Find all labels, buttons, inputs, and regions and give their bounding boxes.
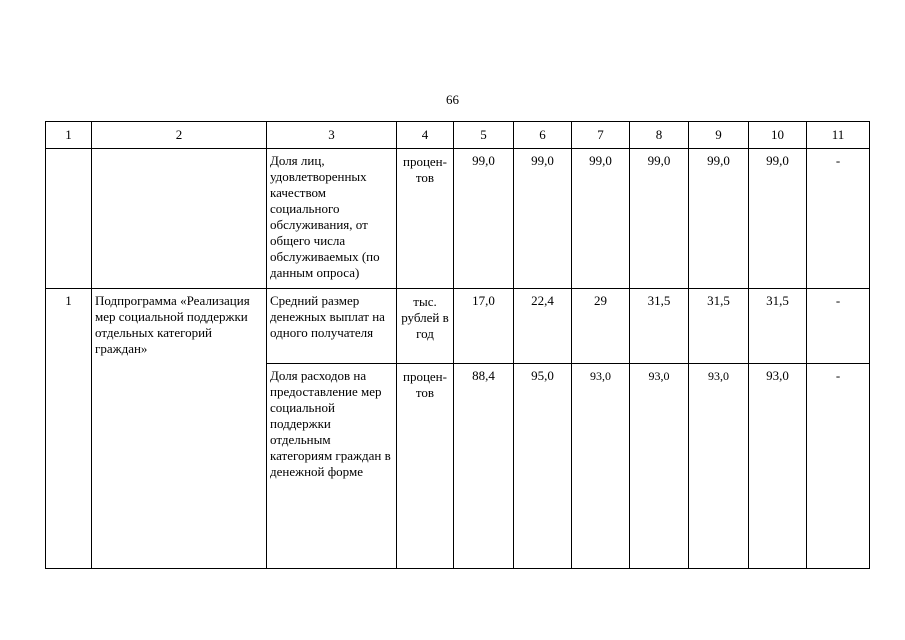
value-cell: 99,0 (689, 149, 749, 289)
value-cell: 17,0 (454, 289, 514, 364)
unit-cell: тыс. рублей в год (397, 289, 454, 364)
program-name: Подпрограмма «Реализация мер социальной поддержки отдельных категорий граждан» (92, 289, 267, 569)
header-cell-9: 9 (689, 122, 749, 149)
value-cell: 99,0 (749, 149, 807, 289)
header-cell-3: 3 (267, 122, 397, 149)
value-cell: 93,0 (630, 364, 689, 569)
table-row (46, 289, 870, 364)
row-number (46, 149, 92, 289)
unit-cell: процен-тов (397, 364, 454, 569)
header-cell-11: 11 (807, 122, 870, 149)
indicator-name: Доля расходов на предоставление мер социальной поддержки отдельным категориям граждан в денежной форме (267, 364, 397, 569)
value-cell: - (807, 289, 870, 364)
header-cell-1: 1 (46, 122, 92, 149)
value-cell: 31,5 (749, 289, 807, 364)
indicator-name: Доля лиц, удовлетворенных качеством социального обслуживания, от общего числа обслуживаемых (по данным опроса) (267, 149, 397, 289)
value-cell: 93,0 (572, 364, 630, 569)
header-cell-6: 6 (514, 122, 572, 149)
indicators-table (45, 121, 870, 569)
value-cell: 93,0 (749, 364, 807, 569)
header-cell-5: 5 (454, 122, 514, 149)
row-number: 1 (46, 289, 92, 569)
value-cell: - (807, 364, 870, 569)
header-cell-7: 7 (572, 122, 630, 149)
value-cell: 99,0 (514, 149, 572, 289)
value-cell: 93,0 (689, 364, 749, 569)
value-cell: 99,0 (572, 149, 630, 289)
header-cell-8: 8 (630, 122, 689, 149)
value-cell: 99,0 (454, 149, 514, 289)
value-cell: 95,0 (514, 364, 572, 569)
value-cell: - (807, 149, 870, 289)
header-cell-2: 2 (92, 122, 267, 149)
value-cell: 99,0 (630, 149, 689, 289)
header-cell-4: 4 (397, 122, 454, 149)
indicator-name: Средний размер денежных выплат на одного получателя (267, 289, 397, 364)
value-cell: 22,4 (514, 289, 572, 364)
value-cell: 31,5 (630, 289, 689, 364)
header-cell-10: 10 (749, 122, 807, 149)
value-cell: 31,5 (689, 289, 749, 364)
page-number: 66 (446, 92, 459, 107)
unit-cell: процен-тов (397, 149, 454, 289)
value-cell: 88,4 (454, 364, 514, 569)
table-row (46, 149, 870, 289)
header-row (46, 122, 870, 149)
program-name (92, 149, 267, 289)
value-cell: 29 (572, 289, 630, 364)
